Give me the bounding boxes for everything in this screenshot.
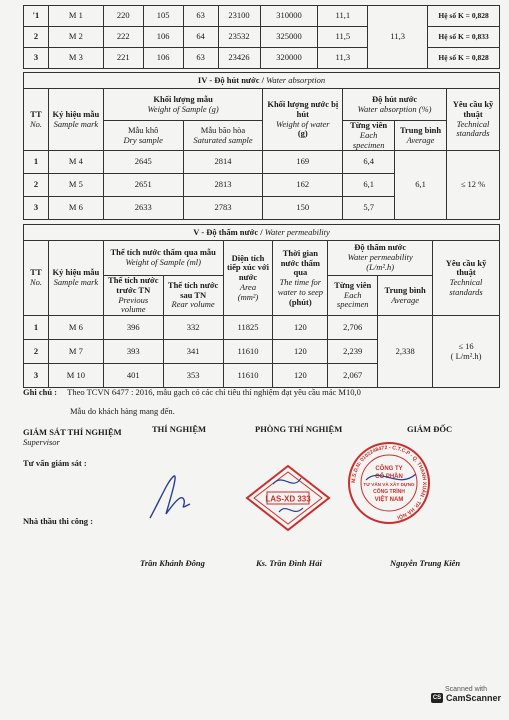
permeability-average: 2,338 bbox=[378, 316, 433, 388]
table-row: 2 M 2 222 106 64 23532 325000 11,5 Hệ số K = 0,833 bbox=[24, 27, 500, 48]
absorption-requirement: ≤ 12 % bbox=[447, 151, 500, 220]
header-row: Thể tích nước trước TN Previous volume Thể tích nước sau TN Rear volume Từng viên Each specimen Trung bình Average bbox=[24, 276, 500, 316]
tester-heading: THÍ NGHIỆM bbox=[152, 424, 207, 434]
svg-text:CÔNG TRÌNH: CÔNG TRÌNH bbox=[373, 489, 405, 495]
contractor-label: Nhà thầu thi công : bbox=[23, 516, 93, 526]
header-mark: Ký hiệu mẫu Sample mark bbox=[48, 89, 103, 151]
lab-name: Ks. Trần Đình Hải bbox=[256, 558, 322, 568]
table-row: 2 M 5 2651 2813 162 6,1 bbox=[24, 174, 500, 197]
absorption-average: 6,1 bbox=[395, 151, 447, 220]
section-title-row bbox=[24, 225, 500, 241]
table-row: 3 M 6 2633 2783 150 5,7 bbox=[24, 197, 500, 220]
header-row: TT No. Ký hiệu mẫu Sample mark Thể tích nước thấm qua mẫu Weight of Sample (ml) Diện tích tiếp xúc với nước Area (mm²) Thời gian nước thấm qua The time for water to seep (phút) Độ thấm nước Water permeability (L/m².h) Yêu cầu kỹ thuật Technical standards bbox=[24, 241, 500, 276]
table-row: 3 M 3 221 106 63 23426 320000 11,3 Hệ số K = 0,828 bbox=[24, 48, 500, 69]
supervisor-heading: GIÁM SÁT THÍ NGHIỆM Supervisor bbox=[23, 427, 122, 447]
permeability-requirement: ≤ 16 ( L/m².h) bbox=[433, 316, 500, 388]
director-heading: GIÁM ĐỐC bbox=[407, 424, 453, 434]
section-title-row bbox=[24, 73, 500, 89]
absorption-table bbox=[23, 72, 500, 220]
header-row bbox=[24, 89, 500, 121]
lab-heading: PHÒNG THÍ NGHIỆM bbox=[255, 424, 343, 434]
note-line-2: Mẫu do khách hàng mang đến. bbox=[70, 406, 175, 416]
header-water: Khối lượng nước bị hút Weight of water (g) bbox=[263, 89, 343, 151]
svg-text:CÔNG TY: CÔNG TY bbox=[375, 466, 403, 472]
absorption-title: IV - Độ hút nước / Water absorption bbox=[24, 73, 500, 89]
tester-signature bbox=[140, 470, 200, 525]
table-row: 1 M 4 2645 2814 169 6,4 6,1 ≤ 12 % bbox=[24, 151, 500, 174]
company-stamp bbox=[346, 440, 432, 526]
table-row: 3 M 10 401 353 11610 120 2,067 bbox=[24, 364, 500, 388]
consultant-label: Tư vấn giám sát : bbox=[23, 458, 87, 468]
table-row: 2 M 7 393 341 11610 120 2,239 bbox=[24, 340, 500, 364]
lab-stamp bbox=[243, 462, 333, 534]
svg-text:LAS-XD 333: LAS-XD 333 bbox=[265, 494, 311, 504]
table-row: '1 M 1 220 105 63 23100 310000 11,1 11,3 Hệ số K = 0,828 bbox=[24, 6, 500, 27]
strength-average: 11,3 bbox=[368, 6, 428, 69]
svg-text:M.S.D.N: 0102248472 - C.T.C.P: M.S.D.N: 0102248472 - C.T.C.P - Q. THANH XUÂN - TP. HÀ NỘI bbox=[350, 444, 428, 520]
note-line-1: Ghi chú : Theo TCVN 6477 : 2016, mẫu gạch có các chỉ tiêu thí nghiệm đạt yêu cầu mác M10,0 bbox=[23, 387, 361, 397]
permeability-title: V - Độ thấm nước / Water permeability bbox=[24, 225, 500, 241]
header-absorption: Độ hút nước Water absorption (%) bbox=[343, 89, 447, 121]
svg-text:VIỆT NAM: VIỆT NAM bbox=[374, 497, 404, 503]
header-row: Mẫu khô Dry sample Mẫu bão hòa Saturated sample Từng viên Each specimen Trung bình Average bbox=[24, 121, 500, 151]
camscanner-watermark: Scanned with CS CamScanner bbox=[432, 686, 502, 703]
permeability-table bbox=[23, 224, 500, 388]
header-tt: TT No. bbox=[24, 89, 49, 151]
tester-name: Trần Khánh Đông bbox=[140, 558, 205, 568]
header-requirement: Yêu cầu kỹ thuật Technical standards bbox=[447, 89, 500, 151]
strength-table bbox=[23, 5, 500, 69]
svg-text:CỔ PHẦN: CỔ PHẦN bbox=[375, 474, 403, 480]
director-name: Nguyễn Trung Kiên bbox=[390, 558, 461, 568]
header-weight: Khối lượng mẫu Weight of Sample (g) bbox=[103, 89, 263, 121]
svg-text:TƯ VẤN VÀ XÂY DỰNG: TƯ VẤN VÀ XÂY DỰNG bbox=[363, 482, 415, 487]
camscanner-logo-icon: CS bbox=[432, 695, 442, 701]
table-row: 1 M 6 396 332 11825 120 2,706 2,338 ≤ 16 ( L/m².h) bbox=[24, 316, 500, 340]
